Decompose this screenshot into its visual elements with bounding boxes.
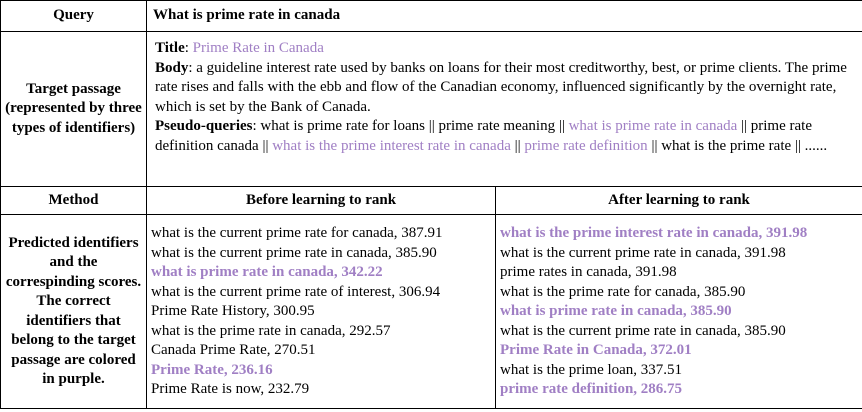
target-passage-row — [1, 32, 862, 187]
after-ltr-list — [496, 215, 862, 409]
title-sep: : — [184, 40, 193, 56]
identifier-correct: Prime Rate, 236.16 — [151, 361, 273, 378]
pseudo-query-text: || what is the prime rate || ...... — [647, 137, 828, 154]
identifier-item: what is the current prime rate of interest, 306.94 — [151, 283, 441, 300]
query-text: What is prime rate in canada — [147, 1, 862, 32]
method-description: Predicted identifiers and the correspinding scores. The correct identifiers that belong to the target passage are colored in purple. — [1, 215, 147, 409]
method-header-row — [1, 187, 862, 215]
after-ltr-header: After learning to rank — [496, 187, 862, 215]
identifier-item: what is the prime loan, 337.51 — [500, 361, 683, 378]
pseudo-queries-text — [155, 118, 827, 154]
target-passage — [147, 32, 862, 187]
body-label: Body — [155, 59, 189, 76]
identifier-item: Prime Rate is now, 232.79 — [151, 381, 310, 397]
predictions-row — [1, 215, 862, 409]
identifier-correct: what is the prime interest rate in canada, 391.98 — [500, 225, 808, 241]
query-row — [1, 1, 862, 32]
identifier-item: what is the current prime rate in canada, 391.98 — [500, 244, 786, 261]
pseudo-query-text: : what is prime rate for loans || prime rate meaning || — [252, 118, 569, 134]
pseudo-query-correct: prime rate definition — [524, 137, 648, 154]
identifier-item: what is the current prime rate for canada, 387.91 — [151, 225, 443, 241]
identifier-correct: what is prime rate in canada, 342.22 — [151, 264, 383, 280]
identifier-correct: Prime Rate in Canada, 372.01 — [500, 342, 692, 358]
identifier-item: what is the prime rate in canada, 292.57 — [151, 322, 391, 339]
target-passage-label: Target passage (represented by three types of identifiers) — [1, 32, 147, 187]
query-label: Query — [1, 1, 147, 32]
passage-title — [155, 39, 854, 59]
method-header: Method — [1, 187, 147, 215]
pseudo-query-correct: what is the prime interest rate in canada — [272, 137, 511, 154]
pseudo-query-correct: what is prime rate in canada — [568, 118, 738, 134]
identifier-item: Prime Rate History, 300.95 — [151, 303, 315, 319]
identifier-correct: prime rate definition, 286.75 — [500, 381, 683, 397]
pseudo-query-text: || — [510, 137, 525, 154]
title-label: Title — [155, 40, 185, 56]
before-ltr-list — [147, 215, 496, 409]
pseudo-query-text: || prime rate definition canada || — [155, 118, 812, 154]
identifier-item: Canada Prime Rate, 270.51 — [151, 342, 316, 358]
pseudo-queries-label: Pseudo-queries — [155, 118, 253, 134]
passage-pseudo-queries — [155, 117, 854, 156]
identifier-correct: what is prime rate in canada, 385.90 — [500, 303, 732, 319]
identifier-item: what is the current prime rate in canada, 385.90 — [151, 244, 437, 261]
before-ltr-header: Before learning to rank — [147, 187, 496, 215]
title-value: Prime Rate in Canada — [192, 40, 324, 56]
identifier-item: what is the prime rate for canada, 385.90 — [500, 283, 746, 300]
passage-body — [155, 59, 854, 118]
identifier-item: what is the current prime rate in canada, 385.90 — [500, 322, 786, 339]
body-text: : a guideline interest rate used by banks on loans for their most creditworthy, best, or prime clients. The prime rate rises and falls with the ebb and flow of the Canadian economy, influenced significantly by the overnight rate, which is set by the Bank of Canada. — [155, 59, 847, 115]
identifier-item: prime rates in canada, 391.98 — [500, 264, 677, 280]
